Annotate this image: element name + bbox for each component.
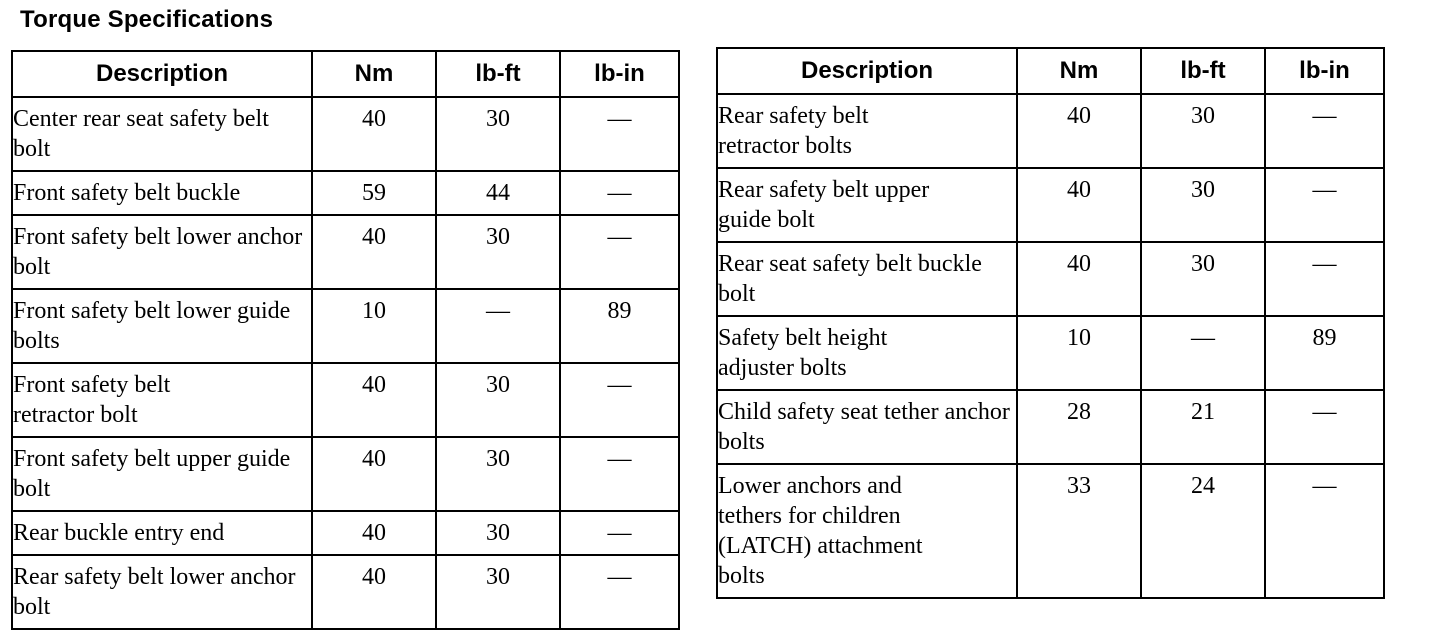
table-row <box>717 464 1384 598</box>
row-nm: 33 <box>1017 464 1141 598</box>
row-description: Rear seat safety belt buckle bolt <box>717 242 1017 316</box>
table-row <box>12 555 679 629</box>
row-lb-ft: 30 <box>1141 168 1265 242</box>
row-lb-in: — <box>1265 242 1384 316</box>
row-lb-ft: — <box>436 289 560 363</box>
row-description: Rear safety belt upper guide bolt <box>717 168 1017 242</box>
row-lb-ft: 30 <box>436 511 560 555</box>
row-lb-ft: 30 <box>436 363 560 437</box>
row-lb-ft: 30 <box>436 97 560 171</box>
row-lb-in: — <box>1265 168 1384 242</box>
row-description: Front safety belt lower guide bolts <box>12 289 312 363</box>
table-row <box>717 316 1384 390</box>
row-lb-ft: 24 <box>1141 464 1265 598</box>
row-nm: 40 <box>312 437 436 511</box>
column-header-description: Description <box>12 51 312 97</box>
row-nm: 40 <box>1017 242 1141 316</box>
torque-table-left <box>11 50 680 630</box>
table-row <box>12 289 679 363</box>
row-description: Center rear seat safety belt bolt <box>12 97 312 171</box>
column-header-description: Description <box>717 48 1017 94</box>
row-lb-ft: 21 <box>1141 390 1265 464</box>
row-nm: 28 <box>1017 390 1141 464</box>
row-lb-ft: 30 <box>436 437 560 511</box>
row-nm: 40 <box>312 555 436 629</box>
table-header-row <box>717 48 1384 94</box>
row-nm: 40 <box>312 97 436 171</box>
table-row <box>12 97 679 171</box>
table-row <box>717 390 1384 464</box>
row-lb-in: 89 <box>560 289 679 363</box>
row-nm: 40 <box>1017 168 1141 242</box>
row-lb-in: — <box>560 171 679 215</box>
row-description: Front safety belt upper guide bolt <box>12 437 312 511</box>
page-title: Torque Specifications <box>20 6 274 33</box>
table-row <box>12 437 679 511</box>
row-description: Rear buckle entry end <box>12 511 312 555</box>
row-nm: 10 <box>312 289 436 363</box>
row-description: Front safety belt buckle <box>12 171 312 215</box>
row-lb-in: — <box>1265 94 1384 168</box>
row-lb-ft: 30 <box>1141 94 1265 168</box>
table-row <box>717 242 1384 316</box>
column-header-nm: Nm <box>1017 48 1141 94</box>
row-lb-in: — <box>560 511 679 555</box>
row-lb-in: — <box>560 437 679 511</box>
row-lb-in: — <box>560 363 679 437</box>
row-nm: 10 <box>1017 316 1141 390</box>
row-lb-ft: 30 <box>1141 242 1265 316</box>
column-header-lb-ft: lb-ft <box>436 51 560 97</box>
row-nm: 40 <box>312 363 436 437</box>
row-lb-in: — <box>1265 390 1384 464</box>
table-row <box>717 168 1384 242</box>
torque-table-right <box>716 47 1385 599</box>
row-description: Front safety belt lower anchor bolt <box>12 215 312 289</box>
table-row <box>12 511 679 555</box>
row-lb-in: 89 <box>1265 316 1384 390</box>
row-description: Rear safety belt lower anchor bolt <box>12 555 312 629</box>
row-lb-ft: 30 <box>436 555 560 629</box>
row-lb-in: — <box>1265 464 1384 598</box>
column-header-lb-in: lb-in <box>1265 48 1384 94</box>
row-nm: 40 <box>312 511 436 555</box>
row-lb-in: — <box>560 97 679 171</box>
column-header-nm: Nm <box>312 51 436 97</box>
row-lb-in: — <box>560 555 679 629</box>
row-description: Lower anchors and tethers for children (LATCH) attachment bolts <box>717 464 1017 598</box>
table-row <box>717 94 1384 168</box>
row-lb-ft: 44 <box>436 171 560 215</box>
row-description: Safety belt height adjuster bolts <box>717 316 1017 390</box>
column-header-lb-ft: lb-ft <box>1141 48 1265 94</box>
table-row <box>12 215 679 289</box>
row-nm: 40 <box>1017 94 1141 168</box>
row-description: Rear safety belt retractor bolts <box>717 94 1017 168</box>
row-lb-in: — <box>560 215 679 289</box>
column-header-lb-in: lb-in <box>560 51 679 97</box>
row-description: Front safety belt retractor bolt <box>12 363 312 437</box>
row-nm: 59 <box>312 171 436 215</box>
table-row <box>12 171 679 215</box>
table-header-row <box>12 51 679 97</box>
row-lb-ft: — <box>1141 316 1265 390</box>
table-row <box>12 363 679 437</box>
row-description: Child safety seat tether anchor bolts <box>717 390 1017 464</box>
row-nm: 40 <box>312 215 436 289</box>
row-lb-ft: 30 <box>436 215 560 289</box>
